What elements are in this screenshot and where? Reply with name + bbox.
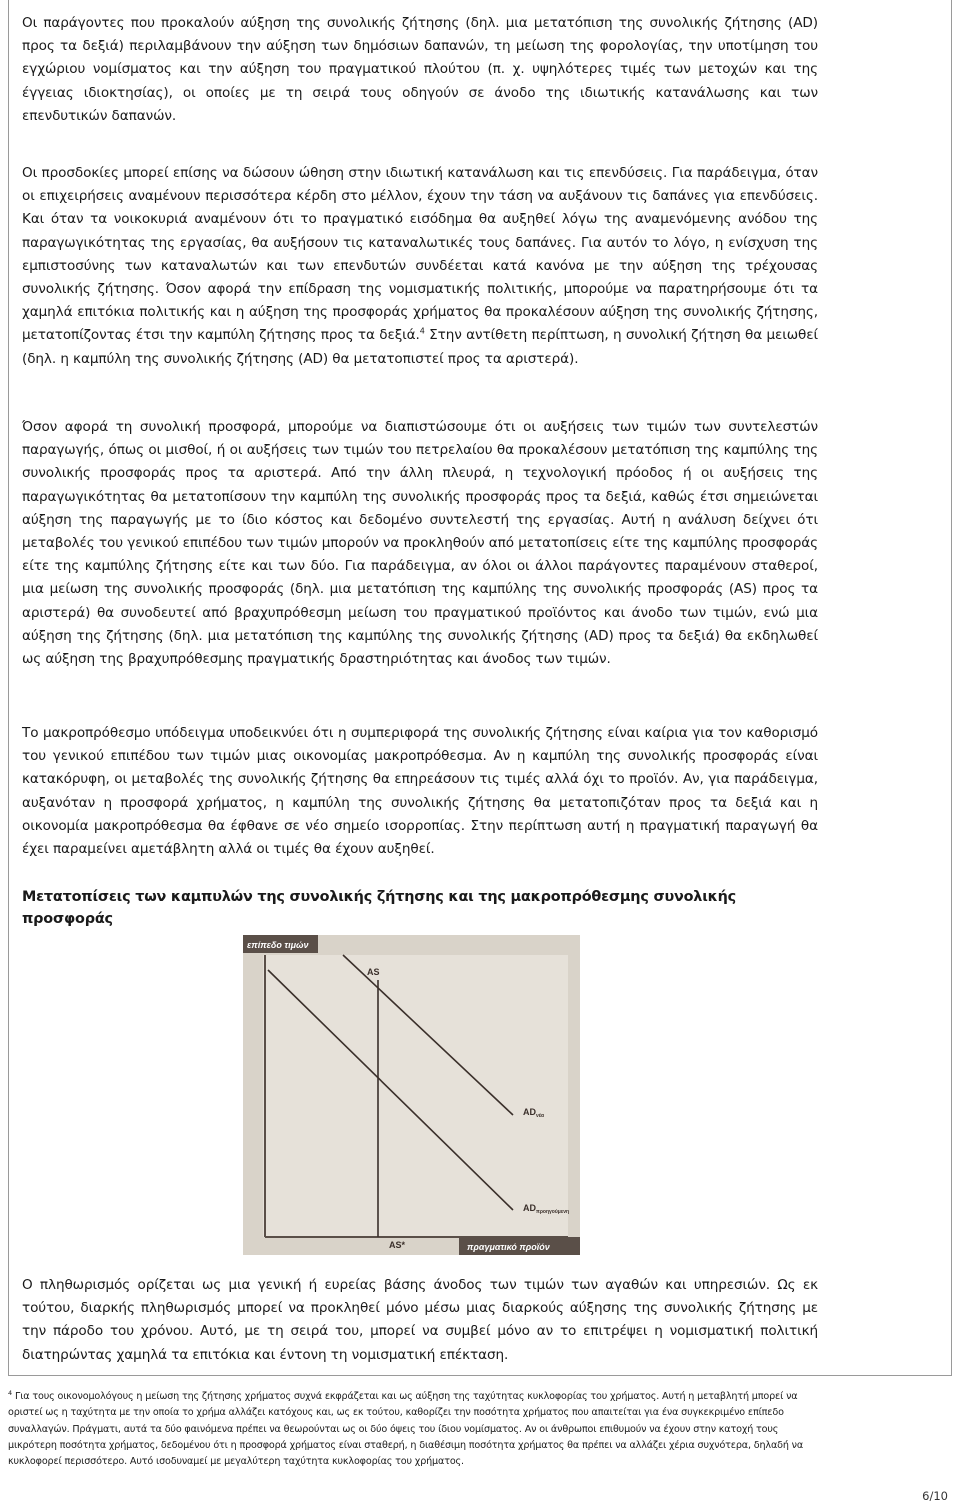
ad-new-label-main: AD — [523, 1107, 536, 1117]
paragraph-long-run-model: Το μακροπρόθεσμο υπόδειγμα υποδεικνύει ότι η συμπεριφορά της συνολικής ζήτησης είναι καίρια για τον καθορισμό του γενικού επιπέδου των τιμών μιας οικονομίας μακροπρόθεσμα. Αν η καμπύλη της συνολικής προσφοράς είναι κατακόρυφη, οι μεταβολές της συνολικής ζήτησης θα επηρεάσουν τις τιμές αλλά όχι το προϊόν. Αν, για παράδειγμα, αυξανόταν η προσφορά χρήματος, η καμπύλη της συνολικής ζήτησης θα μετατοπιζόταν προς τα δεξιά και η οικονομία μακροπρόθεσμα θα έφθανε σε νέο σημείο ισορροπίας. Στην περίπτωση αυτή η πραγματική παραγωγή θα έχει παραμείνει αμετάβλητη αλλά οι τιμές θα έχουν αυξηθεί. — [22, 725, 818, 858]
footnote-number: 4 — [8, 1389, 12, 1397]
paragraph-aggregate-supply: Όσον αφορά τη συνολική προσφορά, μπορούμε να διαπιστώσουμε ότι οι αυξήσεις των τιμών των συντελεστών παραγωγής, όπως οι μισθοί, ή οι αυξήσεις των τιμών του πετρελαίου θα προκαλέσουν μετατόπιση της καμπύλης της συνολικής προσφοράς προς τα αριστερά. Από την άλλη πλευρά, η τεχνολογική πρόοδος ή οι αυξήσεις της παραγωγικότητας θα μετατοπίσουν την καμπύλη της συνολικής προσφοράς προς τα δεξιά, καθώς έτσι σημειώνεται αύξηση της παραγωγής με το ίδιο κόστος και δεδομένο συντελεστή της εργασίας. Αυτή η ανάλυση δείχνει ότι μεταβολές του γενικού επιπέδου των τιμών μπορούν να προκληθούν από μετατοπίσεις είτε της καμπύλης προσφοράς είτε της καμπύλης ζήτησης είτε και των δύο. Για παράδειγμα, αν όλοι οι άλλοι παράγοντες παραμένουν σταθεροί, μια μείωση της συνολικής προσφοράς (δηλ. μια μετατόπιση της καμπύλης της συνολικής προσφοράς (AS) προς τα αριστερά) θα συνοδευτεί από βραχυπρόθεσμη μείωση του πραγματικού προϊόντος και άνοδο των τιμών, ενώ μια αύξηση της ζήτησης (δηλ. μια μετατόπιση της καμπύλης της συνολικής ζήτησης (AD) προς τα δεξιά) θα εκδηλωθεί ως αύξηση της βραχυπρόθεσμης πραγματικής δραστηριότητας και άνοδος των τιμών. — [22, 419, 818, 668]
y-axis-label: επίπεδο τιμών — [247, 940, 309, 950]
x-axis-label: πραγματικό προϊόν — [467, 1242, 550, 1252]
paragraph-inflation: Ο πληθωρισμός ορίζεται ως μια γενική ή ευρείας βάσης άνοδος των τιμών των αγαθών και υπηρεσιών. Ως εκ τούτου, διαρκής πληθωρισμός μπορεί να προκληθεί μόνο μέσω μιας διαρκούς αύξησης της συνολικής ζήτησης με την πάροδο του χρόνου. Αυτό, με τη σειρά του, μπορεί να συμβεί μόνο αν το επιτρέψει η νομισματική πολιτική διατηρώντας χαμηλά τα επιτόκια και έντονη τη νομισματική επέκταση. — [22, 1277, 818, 1363]
frame-border-bottom — [8, 1375, 952, 1376]
frame-border-left — [8, 0, 9, 1375]
as-ad-diagram — [243, 935, 580, 1255]
page-number: 6/10 — [922, 1489, 948, 1503]
footnote-ref-4: 4 — [419, 326, 425, 336]
frame-border-right — [951, 0, 952, 1375]
as-label: AS — [367, 967, 380, 977]
footnote-area — [8, 1385, 820, 1470]
footnote-text: Για τους οικονομολόγους η μείωση της ζήτησης χρήματος συχνά εκφράζεται και ως αύξηση της ταχύτητας κυκλοφορίας του χρήματος. Αυτή η μεταβλητή μπορεί να οριστεί ως η ταχύτητα με την οποία το χρήμα αλλάζει κατόχους και, ως εκ τούτου, καθορίζει την ποσότητα χρήματος που απαιτείται για ένα συγκεκριμένο επίπεδο συναλλαγών. Πράγματι, αυτά τα δύο φαινόμενα πρέπει να θεωρούνται ως οι δύο όψεις του ίδιου νομίσματος. Αν οι άνθρωποι επιθυμούν να έχουν στην κατοχή τους μικρότερη ποσότητα χρήματος, δεδομένου ότι η προσφορά χρήματος είναι σταθερή, η διαθέσιμη ποσότητα χρήματος θα πρέπει να αλλάζει χέρια συχνότερα, δηλαδή να κυκλοφορεί περισσότερο. Αυτό ισοδυναμεί με μεγαλύτερη ταχύτητα κυκλοφορίας του χρήματος. — [8, 1391, 804, 1467]
paragraph-expectations-text-end: Στην αντίθετη περίπτωση, η συνολική ζήτηση θα μειωθεί (δηλ. η καμπύλη της συνολικής ζήτησης (AD) θα μετατοπιστεί προς τα αριστερά). — [22, 327, 819, 367]
diagram-plot-area — [263, 955, 568, 1237]
ad-initial-label-sub: προηγούμενη — [536, 1209, 570, 1215]
ad-new-label-sub: νέα — [536, 1113, 545, 1119]
paragraph-expectations-text: Οι προσδοκίες μπορεί επίσης να δώσουν ώθηση στην ιδιωτική κατανάλωση και τις επενδύσεις. Για παράδειγμα, όταν οι επιχειρήσεις αναμένουν περισσότερα κέρδη στο μέλλον, έχουν την τάση να αυξάνουν τις δαπάνες για επενδύσεις. Και όταν τα νοικοκυριά αναμένουν ότι το πραγματικό εισόδημα θα αυξηθεί λόγω της αναμενόμενης ανόδου της παραγωγικότητας της εργασίας, θα αυξήσουν τις καταναλωτικές τους δαπάνες. Για αυτόν το λόγο, η ενίσχυση της εμπιστοσύνης των καταναλωτών και των επενδυτών συνδέεται κατά κανόνα με την αύξηση της τρέχουσας συνολικής ζήτησης. Όσον αφορά την επίδραση της νομισματικής πολιτικής, μπορούμε να παρατηρήσουμε ότι τα χαμηλά επιτόκια πολιτικής και η αύξηση της προσφοράς χρήματος θα προκαλέσουν αύξηση της συνολικής ζήτησης, μετατοπίζοντας έτσι την καμπύλη ζήτησης προς τα δεξιά. — [22, 165, 818, 344]
ad-initial-label-main: AD — [523, 1203, 536, 1213]
figure-heading: Μετατοπίσεις των καμπυλών της συνολικής ζήτησης και της μακροπρόθεσμης συνολικής προσφοράς — [22, 889, 736, 927]
as-ad-diagram-svg — [243, 935, 580, 1255]
paragraph-aggregate-demand-factors: Οι παράγοντες που προκαλούν αύξηση της συνολικής ζήτησης (δηλ. μια μετατόπιση της συνολικής ζήτησης (AD) προς τα δεξιά) περιλαμβάνουν την αύξηση των δημόσιων δαπανών, τη μείωση της φορολογίας, την υποτίμηση του εγχώριου νομίσματος και την αύξηση του πραγματικού πλούτου (π. χ. υψηλότερες τιμές των μετοχών και της έγγειας ιδιοκτησίας), οι οποίες με τη σειρά τους οδηγούν σε άνοδο της ιδιωτικής κατανάλωσης και των επενδυτικών δαπανών. — [22, 15, 818, 124]
paragraph-expectations — [22, 162, 818, 371]
as-star-label: AS* — [389, 1240, 406, 1250]
